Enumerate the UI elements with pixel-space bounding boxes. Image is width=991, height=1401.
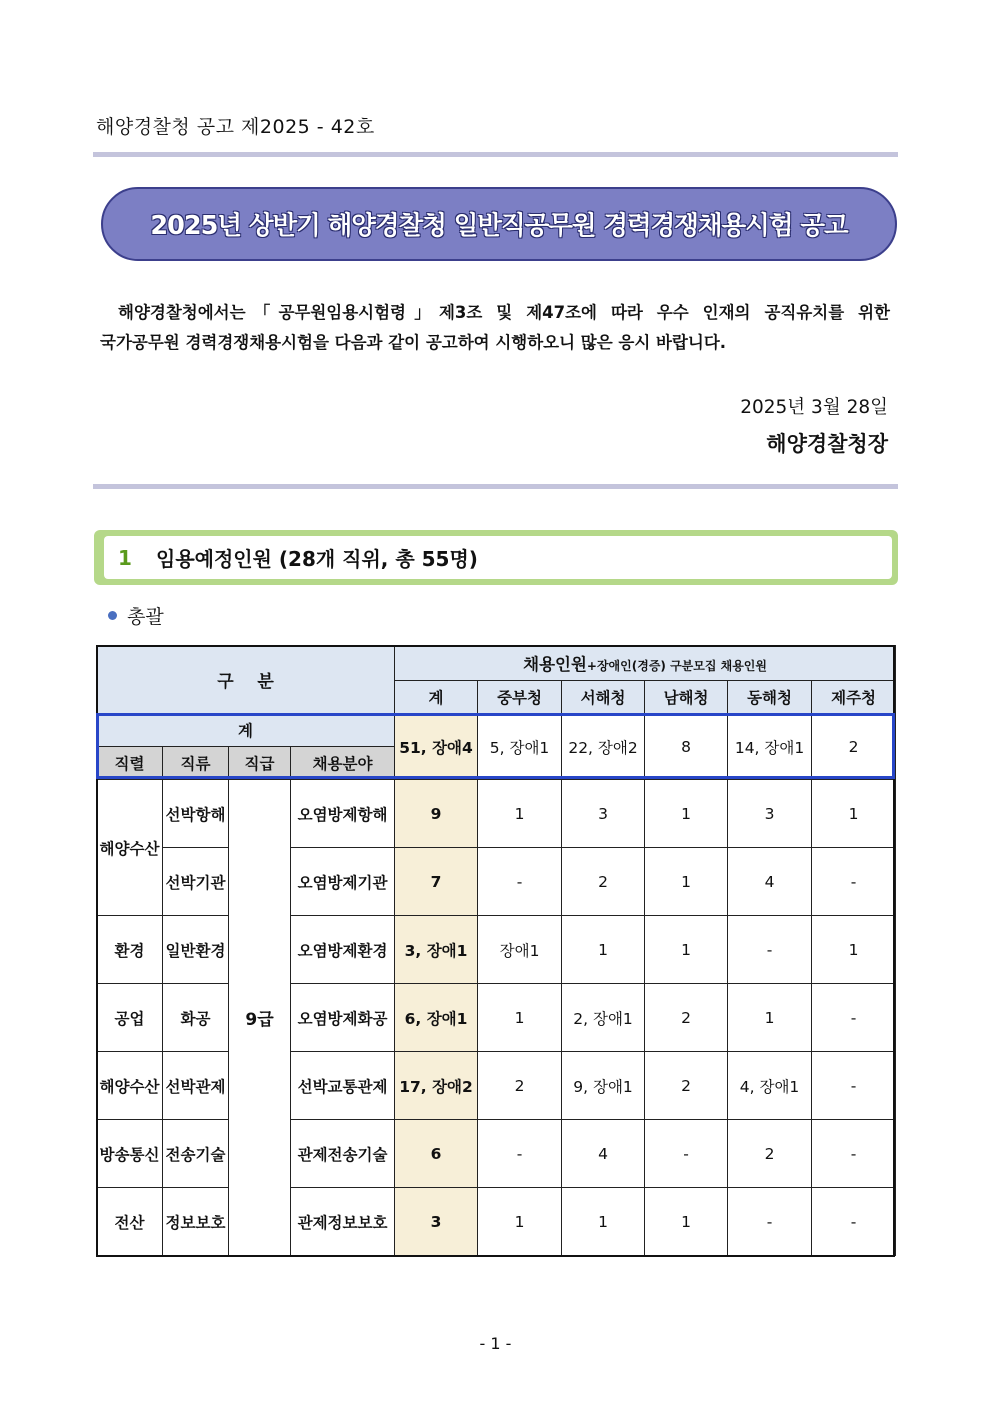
field-cell: 오염방제환경 [291, 916, 395, 984]
sub-header: 직급 [229, 747, 291, 780]
header-gubun: 구 분 [97, 646, 395, 714]
region-header: 남해청 [645, 681, 728, 714]
page-title: 2025년 상반기 해양경찰청 일반직공무원 경력경쟁채용시험 공고 [150, 211, 848, 241]
row-total: 3 [395, 1188, 478, 1256]
row-value: - [478, 848, 562, 916]
field-cell: 선박교통관제 [291, 1052, 395, 1120]
series-cell: 환경 [97, 916, 163, 984]
sub-header: 채용분야 [291, 747, 395, 780]
bottom-divider [93, 484, 898, 489]
section-number: 1 [118, 545, 132, 570]
row-value: - [812, 848, 896, 916]
title-banner [101, 187, 897, 261]
bullet-label: 총괄 [127, 606, 164, 628]
total-label: 계 [97, 714, 395, 747]
bullet-item [108, 602, 164, 629]
row-value: 1 [478, 984, 562, 1052]
row-value: 2 [478, 1052, 562, 1120]
row-value: - [728, 916, 812, 984]
intro-line-2: 국가공무원 경력경쟁채용시험을 다음과 같이 공고하여 시행하오니 많은 응시 바랍니다. [100, 333, 727, 352]
region-header: 계 [395, 681, 478, 714]
intro-line-1: 해양경찰청에서는「공무원임용시험령」제3조 및 제47조에 따라 우수 인재의 공직유치를 위한 [118, 303, 890, 322]
row-value: 2 [728, 1120, 812, 1188]
class-cell: 선박기관 [163, 848, 229, 916]
issuer-name: 해양경찰청장 [766, 432, 888, 456]
sub-header: 직렬 [97, 747, 163, 780]
class-cell: 선박관제 [163, 1052, 229, 1120]
series-cell: 방송통신 [97, 1120, 163, 1188]
row-value: 1 [478, 1188, 562, 1256]
row-value: 1 [645, 848, 728, 916]
region-header: 서해청 [562, 681, 645, 714]
row-value: - [728, 1188, 812, 1256]
section-title: 임용예정인원 (28개 직위, 총 55명) [156, 547, 478, 571]
row-value: 1 [645, 1188, 728, 1256]
row-value: 1 [562, 1188, 645, 1256]
region-header: 중부청 [478, 681, 562, 714]
grade-cell: 9급 [229, 780, 291, 1256]
row-value: 4 [562, 1120, 645, 1188]
sub-header: 직류 [163, 747, 229, 780]
row-value: 1 [645, 916, 728, 984]
row-value: 4, 장애1 [728, 1052, 812, 1120]
row-value: - [812, 1120, 896, 1188]
row-value: 1 [645, 780, 728, 848]
row-value: 4 [728, 848, 812, 916]
row-value: 2, 장애1 [562, 984, 645, 1052]
region-header: 동해청 [728, 681, 812, 714]
row-value: - [812, 1052, 896, 1120]
row-value: 9, 장애1 [562, 1052, 645, 1120]
top-divider [93, 152, 898, 157]
row-total: 6 [395, 1120, 478, 1188]
class-cell: 일반환경 [163, 916, 229, 984]
field-cell: 오염방제기관 [291, 848, 395, 916]
notice-number: 해양경찰청 공고 제2025 - 42호 [96, 116, 375, 138]
field-cell: 오염방제항해 [291, 780, 395, 848]
total-value: 51, 장애4 [395, 714, 478, 780]
class-cell: 화공 [163, 984, 229, 1052]
row-value: 1 [478, 780, 562, 848]
field-cell: 오염방제화공 [291, 984, 395, 1052]
row-value: 1 [562, 916, 645, 984]
row-value: - [478, 1120, 562, 1188]
row-value: 2 [562, 848, 645, 916]
intro-paragraph [100, 298, 890, 358]
row-value: - [645, 1120, 728, 1188]
header-hiring [395, 646, 896, 681]
row-total: 6, 장애1 [395, 984, 478, 1052]
series-cell: 해양수산 [97, 1052, 163, 1120]
row-value: 1 [812, 780, 896, 848]
total-value: 14, 장애1 [728, 714, 812, 780]
row-value: - [812, 984, 896, 1052]
row-value: 1 [812, 916, 896, 984]
class-cell: 전송기술 [163, 1120, 229, 1188]
class-cell: 정보보호 [163, 1188, 229, 1256]
row-total: 9 [395, 780, 478, 848]
row-value: 장애1 [478, 916, 562, 984]
row-value: 3 [562, 780, 645, 848]
section-heading [104, 536, 892, 579]
page-number: - 1 - [479, 1334, 512, 1353]
region-header: 제주청 [812, 681, 896, 714]
series-cell: 해양수산 [97, 780, 163, 916]
row-total: 3, 장애1 [395, 916, 478, 984]
row-value: 3 [728, 780, 812, 848]
total-value: 22, 장애2 [562, 714, 645, 780]
class-cell: 선박항해 [163, 780, 229, 848]
row-total: 7 [395, 848, 478, 916]
recruitment-table [96, 645, 896, 1256]
field-cell: 관제전송기술 [291, 1120, 395, 1188]
header-hiring-note: +장애인(경증) 구분모집 채용인원 [586, 659, 767, 673]
total-value: 2 [812, 714, 896, 780]
row-value: 2 [645, 984, 728, 1052]
row-value: - [812, 1188, 896, 1256]
row-value: 2 [645, 1052, 728, 1120]
total-value: 8 [645, 714, 728, 780]
row-total: 17, 장애2 [395, 1052, 478, 1120]
series-cell: 공업 [97, 984, 163, 1052]
notice-date: 2025년 3월 28일 [740, 397, 888, 418]
series-cell: 전산 [97, 1188, 163, 1256]
bullet-dot-icon [108, 611, 117, 620]
field-cell: 관제정보보호 [291, 1188, 395, 1256]
row-value: 1 [728, 984, 812, 1052]
header-hiring-label: 채용인원 [523, 655, 587, 674]
total-value: 5, 장애1 [478, 714, 562, 780]
